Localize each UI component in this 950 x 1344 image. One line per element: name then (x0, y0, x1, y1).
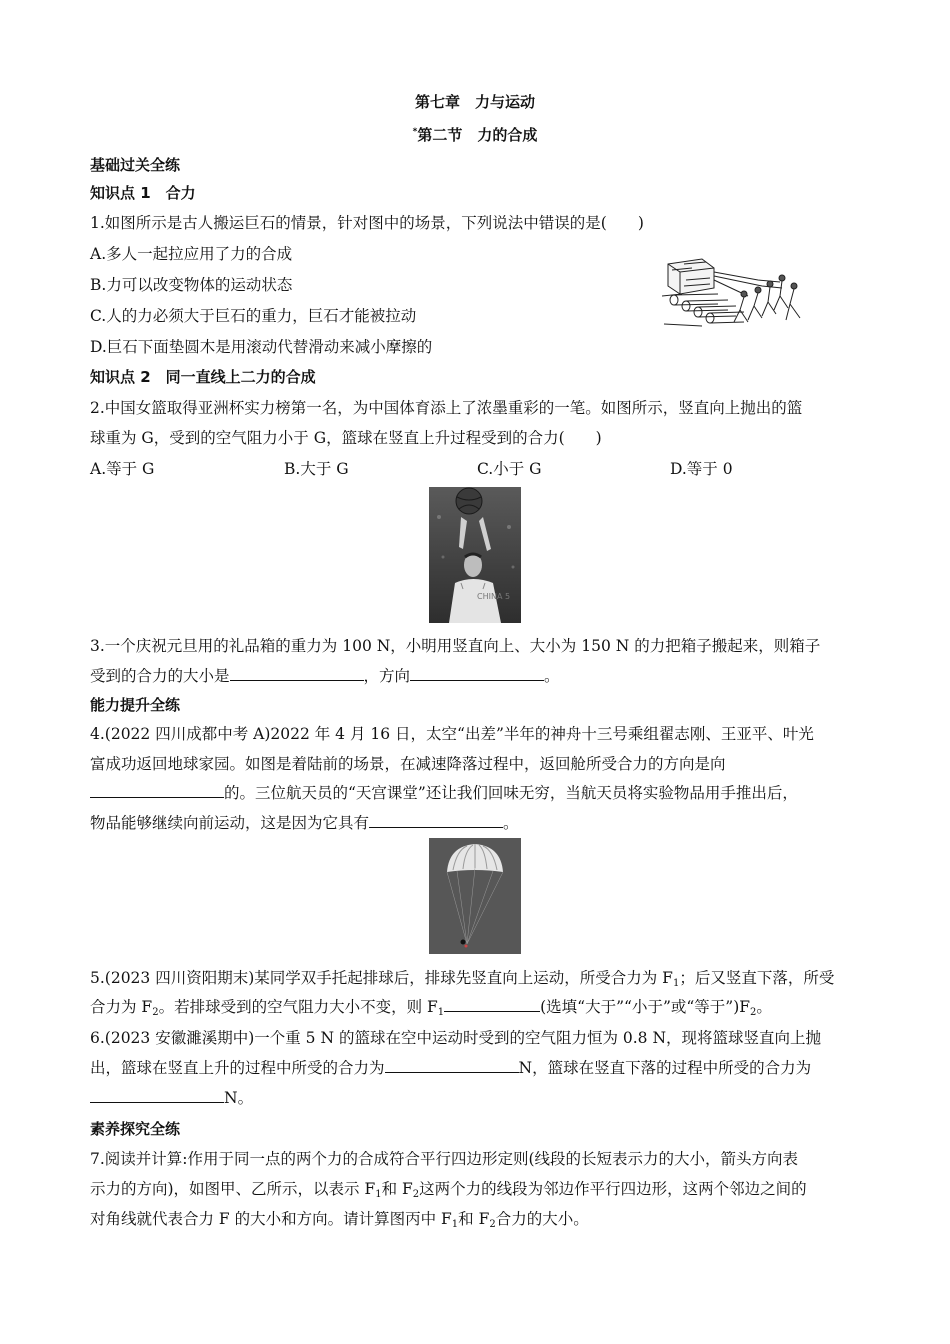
heading-kp1: 知识点 1 合力 (90, 184, 196, 202)
q5-line2 (90, 997, 772, 1023)
q2-option-d: D.等于 0 (670, 460, 733, 478)
q3-text-c: 。 (544, 667, 560, 685)
q4-blank-direction[interactable] (90, 783, 224, 798)
q5-text-f: 。 (756, 998, 772, 1016)
q7-text-c: 这两个力的线段为邻边作平行四边形，这两个邻边之间的 (419, 1180, 807, 1198)
q5-text-e: (选填“大于”“小于”或“等于”)F (540, 998, 751, 1016)
q2-option-c: C.小于 G (477, 460, 542, 478)
q1-option-a: A.多人一起拉应用了力的合成 (90, 245, 293, 263)
basketball-player-photo (429, 487, 521, 623)
q6-blank-up[interactable] (385, 1058, 519, 1073)
q4-line3 (90, 783, 798, 803)
q7-text-a: 示力的方向)，如图甲、乙所示，以表示 F (90, 1180, 376, 1198)
q7-line2 (90, 1179, 807, 1205)
q5-sub-4: 2 (750, 1007, 757, 1018)
heading-basic: 基础过关全练 (90, 156, 181, 174)
q7-text-f: 合力的大小。 (495, 1210, 589, 1228)
heading-ability: 能力提升全练 (90, 696, 181, 714)
q7-sub-2: 2 (412, 1189, 420, 1200)
section-title (0, 122, 950, 145)
q3-line2 (90, 666, 560, 686)
q5-sub-3: 1 (437, 1007, 445, 1018)
q5-text-b: ；后又竖直下落，所受 (679, 969, 835, 987)
q1-option-b: B.力可以改变物体的运动状态 (90, 276, 293, 294)
q7-sub-3: 1 (451, 1219, 459, 1230)
q3-line1: 3.一个庆祝元旦用的礼品箱的重力为 100 N，小明用竖直向上、大小为 150 N 的力把箱子搬起来，则箱子 (90, 637, 821, 655)
chapter-title: 第七章 力与运动 (414, 93, 535, 111)
q7-line1: 7.阅读并计算:作用于同一点的两个力的合成符合平行四边形定则(线段的长短表示力的大小，箭头方向表 (90, 1150, 799, 1168)
q7-text-b: 和 F (381, 1180, 413, 1198)
q5-sub-2: 2 (152, 1007, 159, 1018)
q6-text-a: 出，篮球在竖直上升的过程中所受的合力为 (90, 1059, 385, 1077)
q4-line4 (90, 813, 519, 833)
q6-line3 (90, 1088, 253, 1108)
q1-option-c: C.人的力必须大于巨石的重力，巨石才能被拉动 (90, 307, 417, 325)
section-mark: * (412, 127, 418, 137)
q6-text-c: N。 (224, 1089, 254, 1107)
heading-kp2: 知识点 2 同一直线上二力的合成 (90, 368, 316, 386)
q5-sub-1: 1 (672, 978, 680, 989)
section-title-text: 第二节 力的合成 (417, 126, 538, 144)
q5-text-a: 5.(2023 四川资阳期末)某同学双手托起排球后，排球先竖直向上运动，所受合力为 F (90, 969, 673, 987)
q2-line1: 2.中国女篮取得亚洲杯实力榜第一名，为中国体育添上了浓墨重彩的一笔。如图所示，竖直向上抛出的篮 (90, 399, 803, 417)
q4-blank-property[interactable] (369, 813, 503, 828)
q4-text-c: 。 (503, 814, 519, 832)
q7-text-e: 和 F (458, 1210, 490, 1228)
q7-sub-1: 1 (375, 1189, 382, 1200)
q4-text-a: 物品能够继续向前运动，这是因为它具有 (90, 814, 370, 832)
q6-line1: 6.(2023 安徽濉溪期中)一个重 5 N 的篮球在空中运动时受到的空气阻力恒为 0.8 N，现将篮球竖直向上抛 (90, 1029, 822, 1047)
q4-line1: 4.(2022 四川成都中考 A)2022 年 4 月 16 日，太空“出差”半年的神舟十三号乘组翟志刚、王亚平、叶光 (90, 725, 814, 743)
q4-line2: 富成功返回地球家园。如图是着陆前的场景，在减速降落过程中，返回舱所受合力的方向是向 (90, 755, 726, 773)
q5-text-c: 合力为 F (90, 998, 153, 1016)
q7-text-d: 对角线就代表合力 F 的大小和方向。请计算图丙中 F (90, 1210, 452, 1228)
q2-line2: 球重为 G，受到的空气阻力小于 G，篮球在竖直上升过程受到的合力( ) (90, 429, 602, 447)
heading-literacy: 素养探究全练 (90, 1120, 181, 1138)
q1-option-d: D.巨石下面垫圆木是用滚动代替滑动来减小摩擦的 (90, 338, 433, 356)
q5-line1 (90, 968, 834, 994)
q5-text-d: 。若排球受到的空气阻力大小不变，则 F (158, 998, 438, 1016)
q3-text-b: ，方向 (363, 667, 411, 685)
jersey-text: CHINA 5 (477, 592, 511, 601)
q7-sub-4: 2 (489, 1219, 496, 1230)
q6-text-b: N，篮球在竖直下落的过程中所受的合力为 (518, 1059, 812, 1077)
q7-line3 (90, 1209, 589, 1235)
q1-stem: 1.如图所示是古人搬运巨石的情景，针对图中的场景，下列说法中错误的是( ) (90, 214, 644, 232)
q6-blank-down[interactable] (90, 1088, 224, 1103)
q4-text-b: 的。三位航天员的“天宫课堂”还让我们回味无穷，当航天员将实验物品用手推出后， (224, 784, 798, 802)
parachute-photo (429, 838, 521, 954)
q2-option-a: A.等于 G (90, 460, 155, 478)
q5-blank-compare[interactable] (444, 997, 540, 1012)
stone-hauling-illustration (662, 256, 804, 328)
q2-option-b: B.大于 G (284, 460, 349, 478)
q3-blank-magnitude[interactable] (230, 666, 364, 681)
q3-text-a: 受到的合力的大小是 (90, 667, 230, 685)
q3-blank-direction[interactable] (410, 666, 544, 681)
q6-line2 (90, 1058, 811, 1078)
